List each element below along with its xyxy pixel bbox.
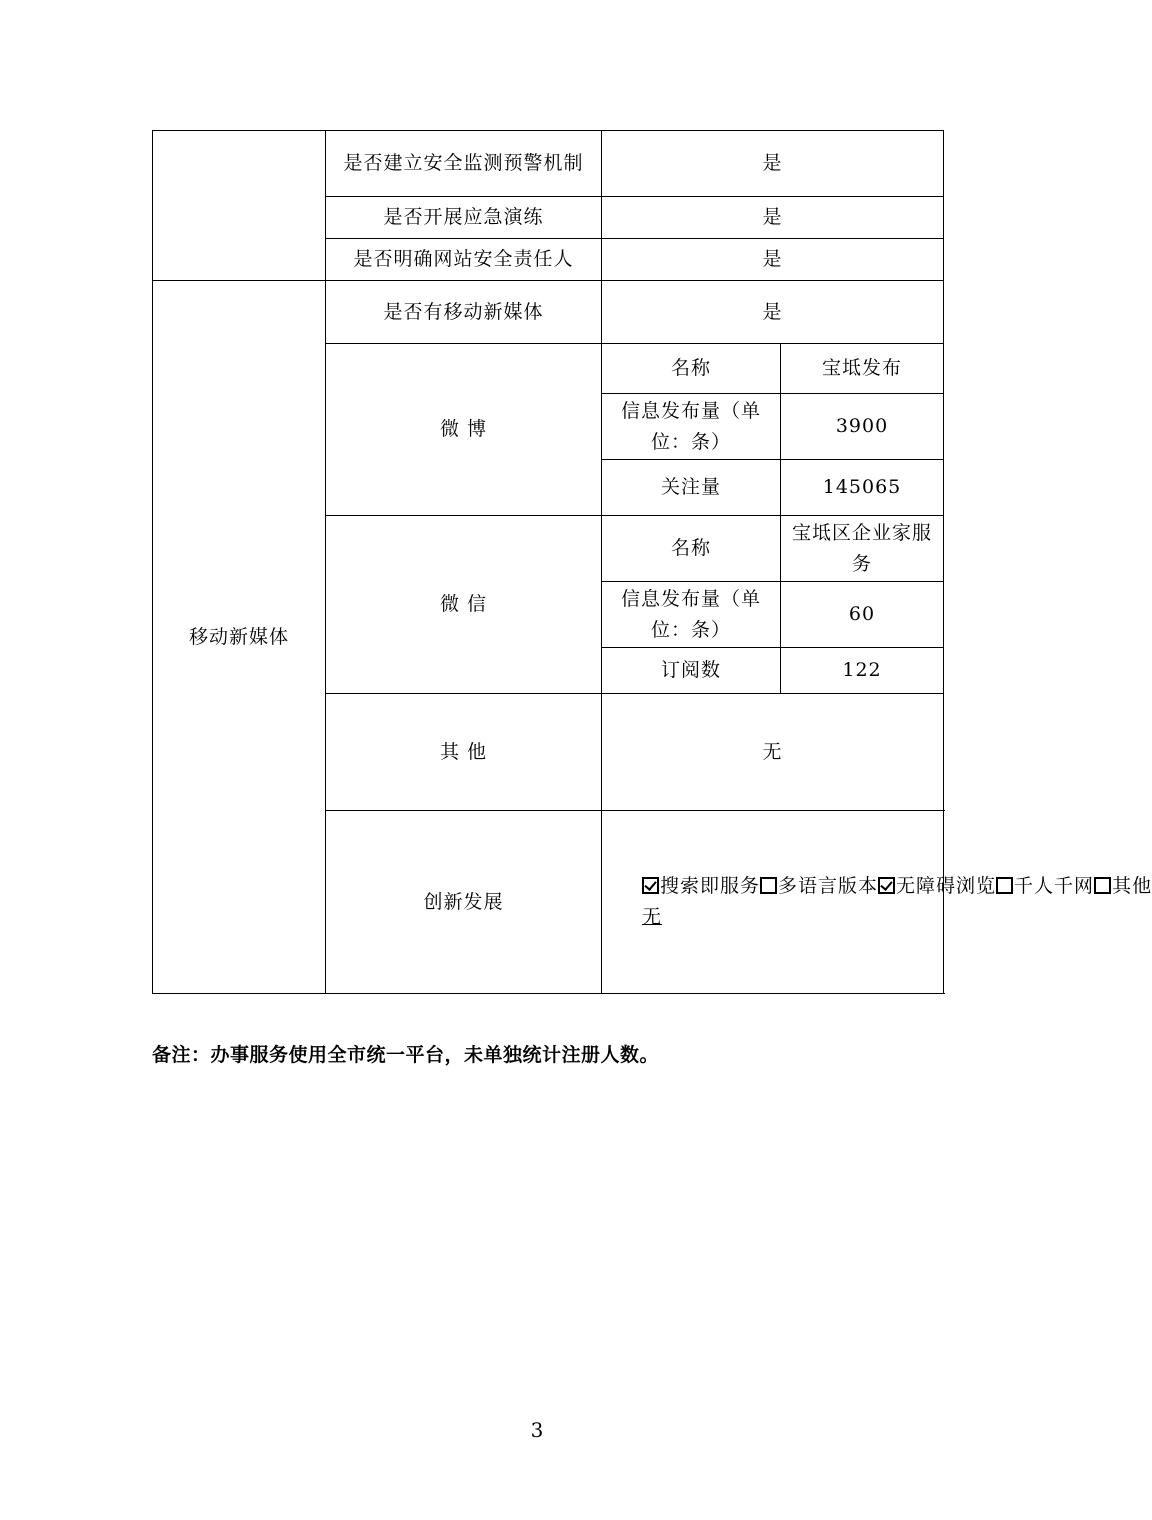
drill-label: 是否开展应急演练 — [326, 197, 602, 239]
wechat-posts-label: 信息发布量（单位：条） — [602, 582, 781, 648]
has-mobile-media-value: 是 — [602, 281, 944, 344]
other-media-label: 其 他 — [326, 694, 602, 811]
innovation-other-line — [642, 902, 943, 933]
weibo-followers-value: 145065 — [781, 460, 944, 516]
page-number: 3 — [530, 1418, 544, 1442]
wechat-label: 微 信 — [326, 516, 602, 694]
innovation-options-line — [642, 871, 1152, 902]
weibo-label: 微 博 — [326, 344, 602, 516]
table-row — [153, 131, 944, 197]
table-row — [153, 281, 944, 344]
responsible-label: 是否明确网站安全责任人 — [326, 239, 602, 281]
mobile-media-section-label: 移动新媒体 — [153, 281, 326, 994]
checkbox-search-service[interactable] — [642, 877, 659, 894]
checkbox-personalized[interactable] — [996, 877, 1013, 894]
option-accessibility-label: 无障碍浏览 — [896, 875, 997, 897]
option-multilingual-label: 多语言版本 — [778, 875, 879, 897]
wechat-subscribers-value: 122 — [781, 648, 944, 694]
innovation-section-label: 创新发展 — [326, 811, 602, 994]
weibo-posts-value: 3900 — [781, 394, 944, 460]
checkbox-other[interactable] — [1094, 877, 1111, 894]
weibo-posts-label: 信息发布量（单位：条） — [602, 394, 781, 460]
option-personalized-label: 千人千网 — [1014, 875, 1095, 897]
weibo-name-value: 宝坻发布 — [781, 344, 944, 394]
drill-value: 是 — [602, 197, 944, 239]
wechat-name-value: 宝坻区企业家服务 — [781, 516, 944, 582]
footnote: 备注：办事服务使用全市统一平台，未单独统计注册人数。 — [152, 1044, 660, 1066]
wechat-posts-value: 60 — [781, 582, 944, 648]
has-mobile-media-label: 是否有移动新媒体 — [326, 281, 602, 344]
other-media-value: 无 — [602, 694, 944, 811]
responsible-value: 是 — [602, 239, 944, 281]
innovation-options-cell — [602, 811, 1152, 994]
monitoring-value: 是 — [602, 131, 944, 197]
report-table — [152, 130, 1152, 994]
monitoring-label: 是否建立安全监测预警机制 — [326, 131, 602, 197]
option-search-service-label: 搜索即服务 — [660, 875, 761, 897]
weibo-name-label: 名称 — [602, 344, 781, 394]
security-section-cell — [153, 131, 326, 281]
option-other-label: 其他 — [1112, 875, 1152, 897]
wechat-subscribers-label: 订阅数 — [602, 648, 781, 694]
weibo-followers-label: 关注量 — [602, 460, 781, 516]
innovation-other-value: 无 — [642, 906, 663, 928]
wechat-name-label: 名称 — [602, 516, 781, 582]
checkbox-multilingual[interactable] — [760, 877, 777, 894]
checkbox-accessibility[interactable] — [878, 877, 895, 894]
